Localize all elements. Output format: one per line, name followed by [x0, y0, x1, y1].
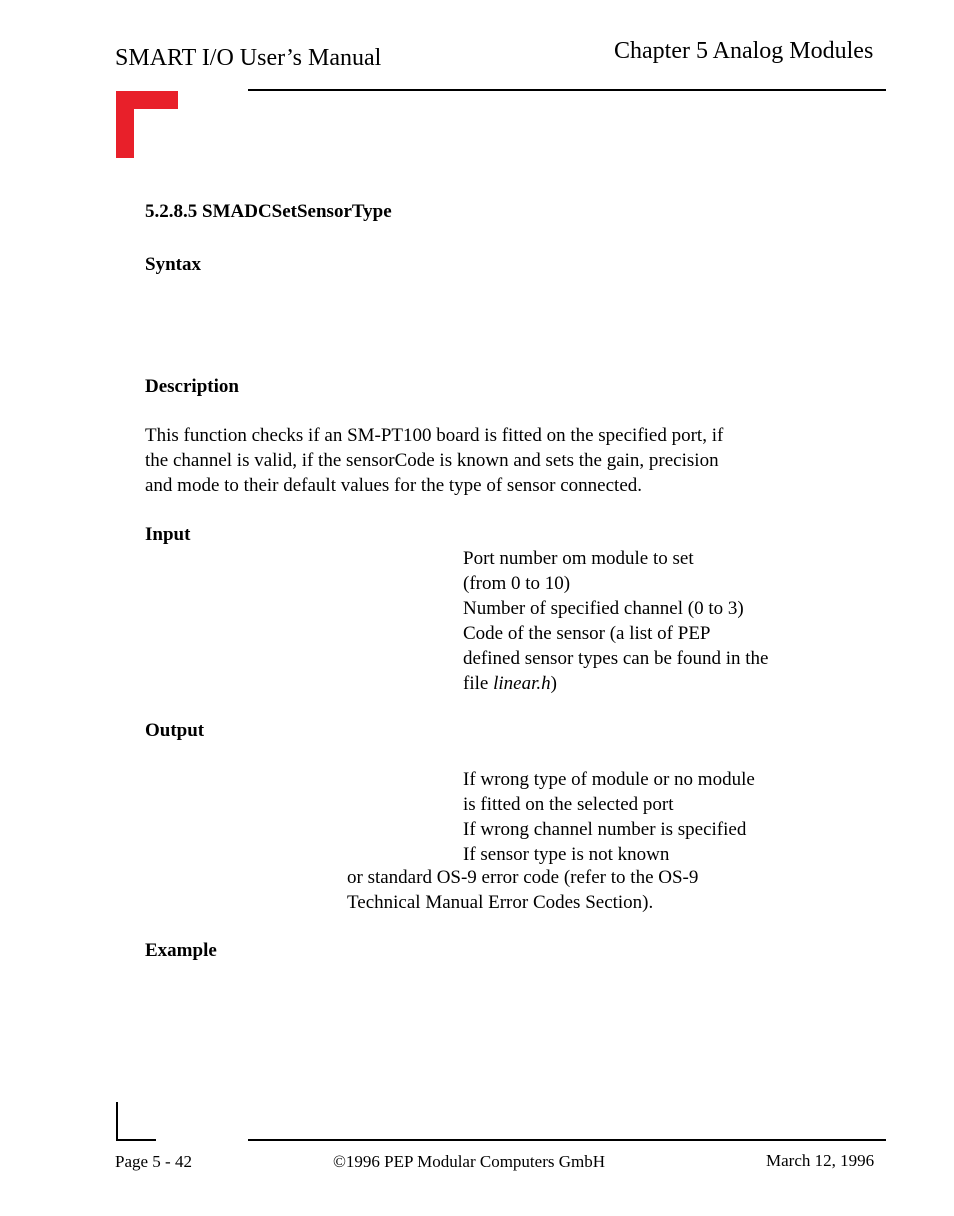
input-file-name: linear.h — [493, 673, 551, 694]
manual-title: SMART I/O User’s Manual — [115, 45, 382, 71]
chapter-title: Chapter 5 Analog Modules — [614, 38, 874, 64]
red-corner-mark-vertical — [116, 91, 134, 158]
output-heading: Output — [145, 720, 205, 741]
footer-corner-vertical — [116, 1102, 118, 1141]
description-line: and mode to their default values for the type of sensor connected. — [145, 475, 642, 496]
output-line: If wrong channel number is specified — [463, 819, 747, 840]
input-heading: Input — [145, 524, 191, 545]
output-tail-line: or standard OS-9 error code (refer to the OS-9 — [347, 867, 699, 888]
output-line: If sensor type is not known — [463, 844, 670, 865]
section-title: 5.2.8.5 SMADCSetSensorType — [145, 201, 392, 222]
input-line: Port number om module to set — [463, 548, 694, 569]
footer-corner-horizontal — [116, 1139, 156, 1141]
description-heading: Description — [145, 376, 239, 397]
example-heading: Example — [145, 940, 217, 961]
syntax-heading: Syntax — [145, 254, 201, 275]
output-line: If wrong type of module or no module — [463, 769, 755, 790]
input-file-prefix: file — [463, 673, 494, 694]
input-line: defined sensor types can be found in the — [463, 648, 769, 669]
header-rule — [248, 89, 886, 91]
input-line: (from 0 to 10) — [463, 573, 571, 594]
output-tail-line: Technical Manual Error Codes Section). — [347, 892, 654, 913]
output-line: is fitted on the selected port — [463, 794, 674, 815]
input-line-file — [463, 671, 769, 696]
description-paragraph — [145, 423, 723, 498]
footer-rule — [248, 1139, 886, 1141]
input-line: Code of the sensor (a list of PEP — [463, 623, 711, 644]
description-line: This function checks if an SM-PT100 board is fitted on the specified port, if — [145, 425, 724, 446]
input-line: Number of specified channel (0 to 3) — [463, 598, 744, 619]
output-error-note — [347, 865, 698, 915]
publication-date: March 12, 1996 — [766, 1151, 875, 1170]
copyright-notice: ©1996 PEP Modular Computers GmbH — [333, 1152, 606, 1171]
input-parameter-list — [463, 546, 769, 696]
description-line: the channel is valid, if the sensorCode is known and sets the gain, precision — [145, 450, 719, 471]
input-file-suffix: ) — [550, 673, 557, 694]
page-number: Page 5 - 42 — [115, 1152, 192, 1171]
output-return-list — [463, 767, 755, 867]
